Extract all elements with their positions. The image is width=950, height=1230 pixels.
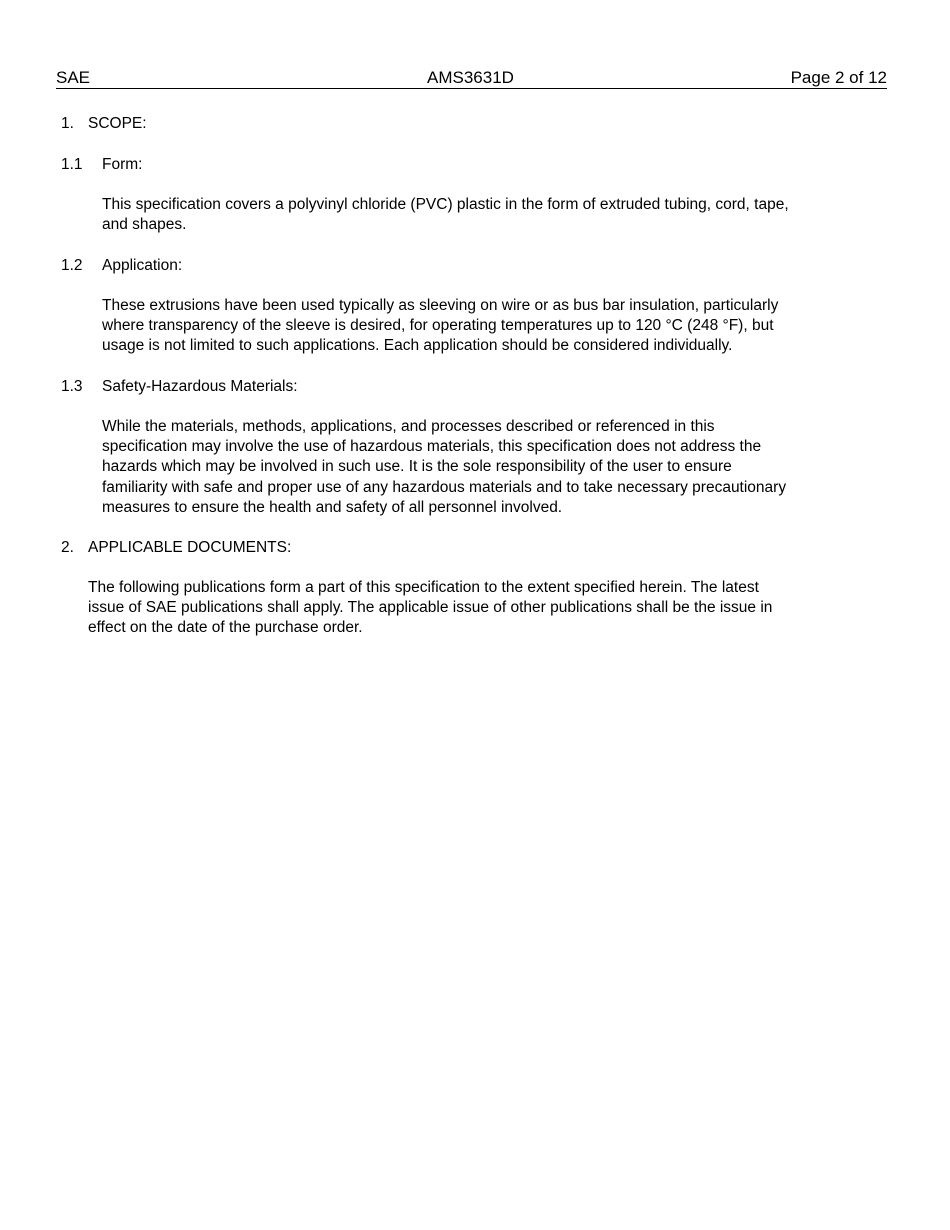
section-1-1-number: 1.1: [61, 156, 83, 173]
paragraph-line: where transparency of the sleeve is desired, for operating temperatures up to 120 °C (248 °F), but: [102, 317, 774, 335]
header-page-number: Page 2 of 12: [790, 68, 887, 87]
paragraph-line: usage is not limited to such applications. Each application should be considered individually.: [102, 337, 733, 355]
section-1-3-number: 1.3: [61, 378, 83, 395]
paragraph-line: hazards which may be involved in such use. It is the sole responsibility of the user to ensure: [102, 458, 732, 476]
header-document-id: AMS3631D: [427, 68, 514, 87]
section-1-number: 1.: [61, 115, 74, 132]
header-organization: SAE: [56, 68, 91, 87]
section-2-title: APPLICABLE DOCUMENTS:: [88, 539, 292, 556]
paragraph-line: While the materials, methods, applications, and processes described or referenced in this: [102, 418, 715, 435]
paragraph-line: familiarity with safe and proper use of any hazardous materials and to take necessary precautionary: [102, 478, 787, 496]
section-1-title: SCOPE:: [88, 115, 147, 132]
section-1-1-paragraph: [102, 195, 872, 235]
paragraph-line: issue of SAE publications shall apply. The applicable issue of other publications shall be the issue in: [88, 599, 773, 617]
paragraph-line: effect on the date of the purchase order.: [88, 619, 363, 637]
section-2-paragraph: [88, 578, 872, 639]
section-1-1-title: Form:: [102, 156, 143, 173]
paragraph-line: This specification covers a polyvinyl chloride (PVC) plastic in the form of extruded tubing, cord, tape,: [102, 196, 789, 213]
section-1-2-paragraph: [102, 296, 872, 357]
section-1-3-title: Safety-Hazardous Materials:: [102, 378, 298, 395]
section-1-2-title: Application:: [102, 257, 183, 274]
section-1-2-number: 1.2: [61, 257, 83, 274]
paragraph-line: and shapes.: [102, 216, 187, 234]
page-header: [56, 68, 887, 89]
section-1-3-paragraph: [102, 417, 872, 518]
paragraph-line: specification may involve the use of hazardous materials, this specification does not address the: [102, 438, 762, 456]
paragraph-line: These extrusions have been used typically as sleeving on wire or as bus bar insulation, particularly: [102, 297, 779, 314]
paragraph-line: The following publications form a part of this specification to the extent specified herein. The latest: [88, 579, 759, 596]
paragraph-line: measures to ensure the health and safety of all personnel involved.: [102, 498, 563, 516]
section-2-number: 2.: [61, 539, 74, 556]
